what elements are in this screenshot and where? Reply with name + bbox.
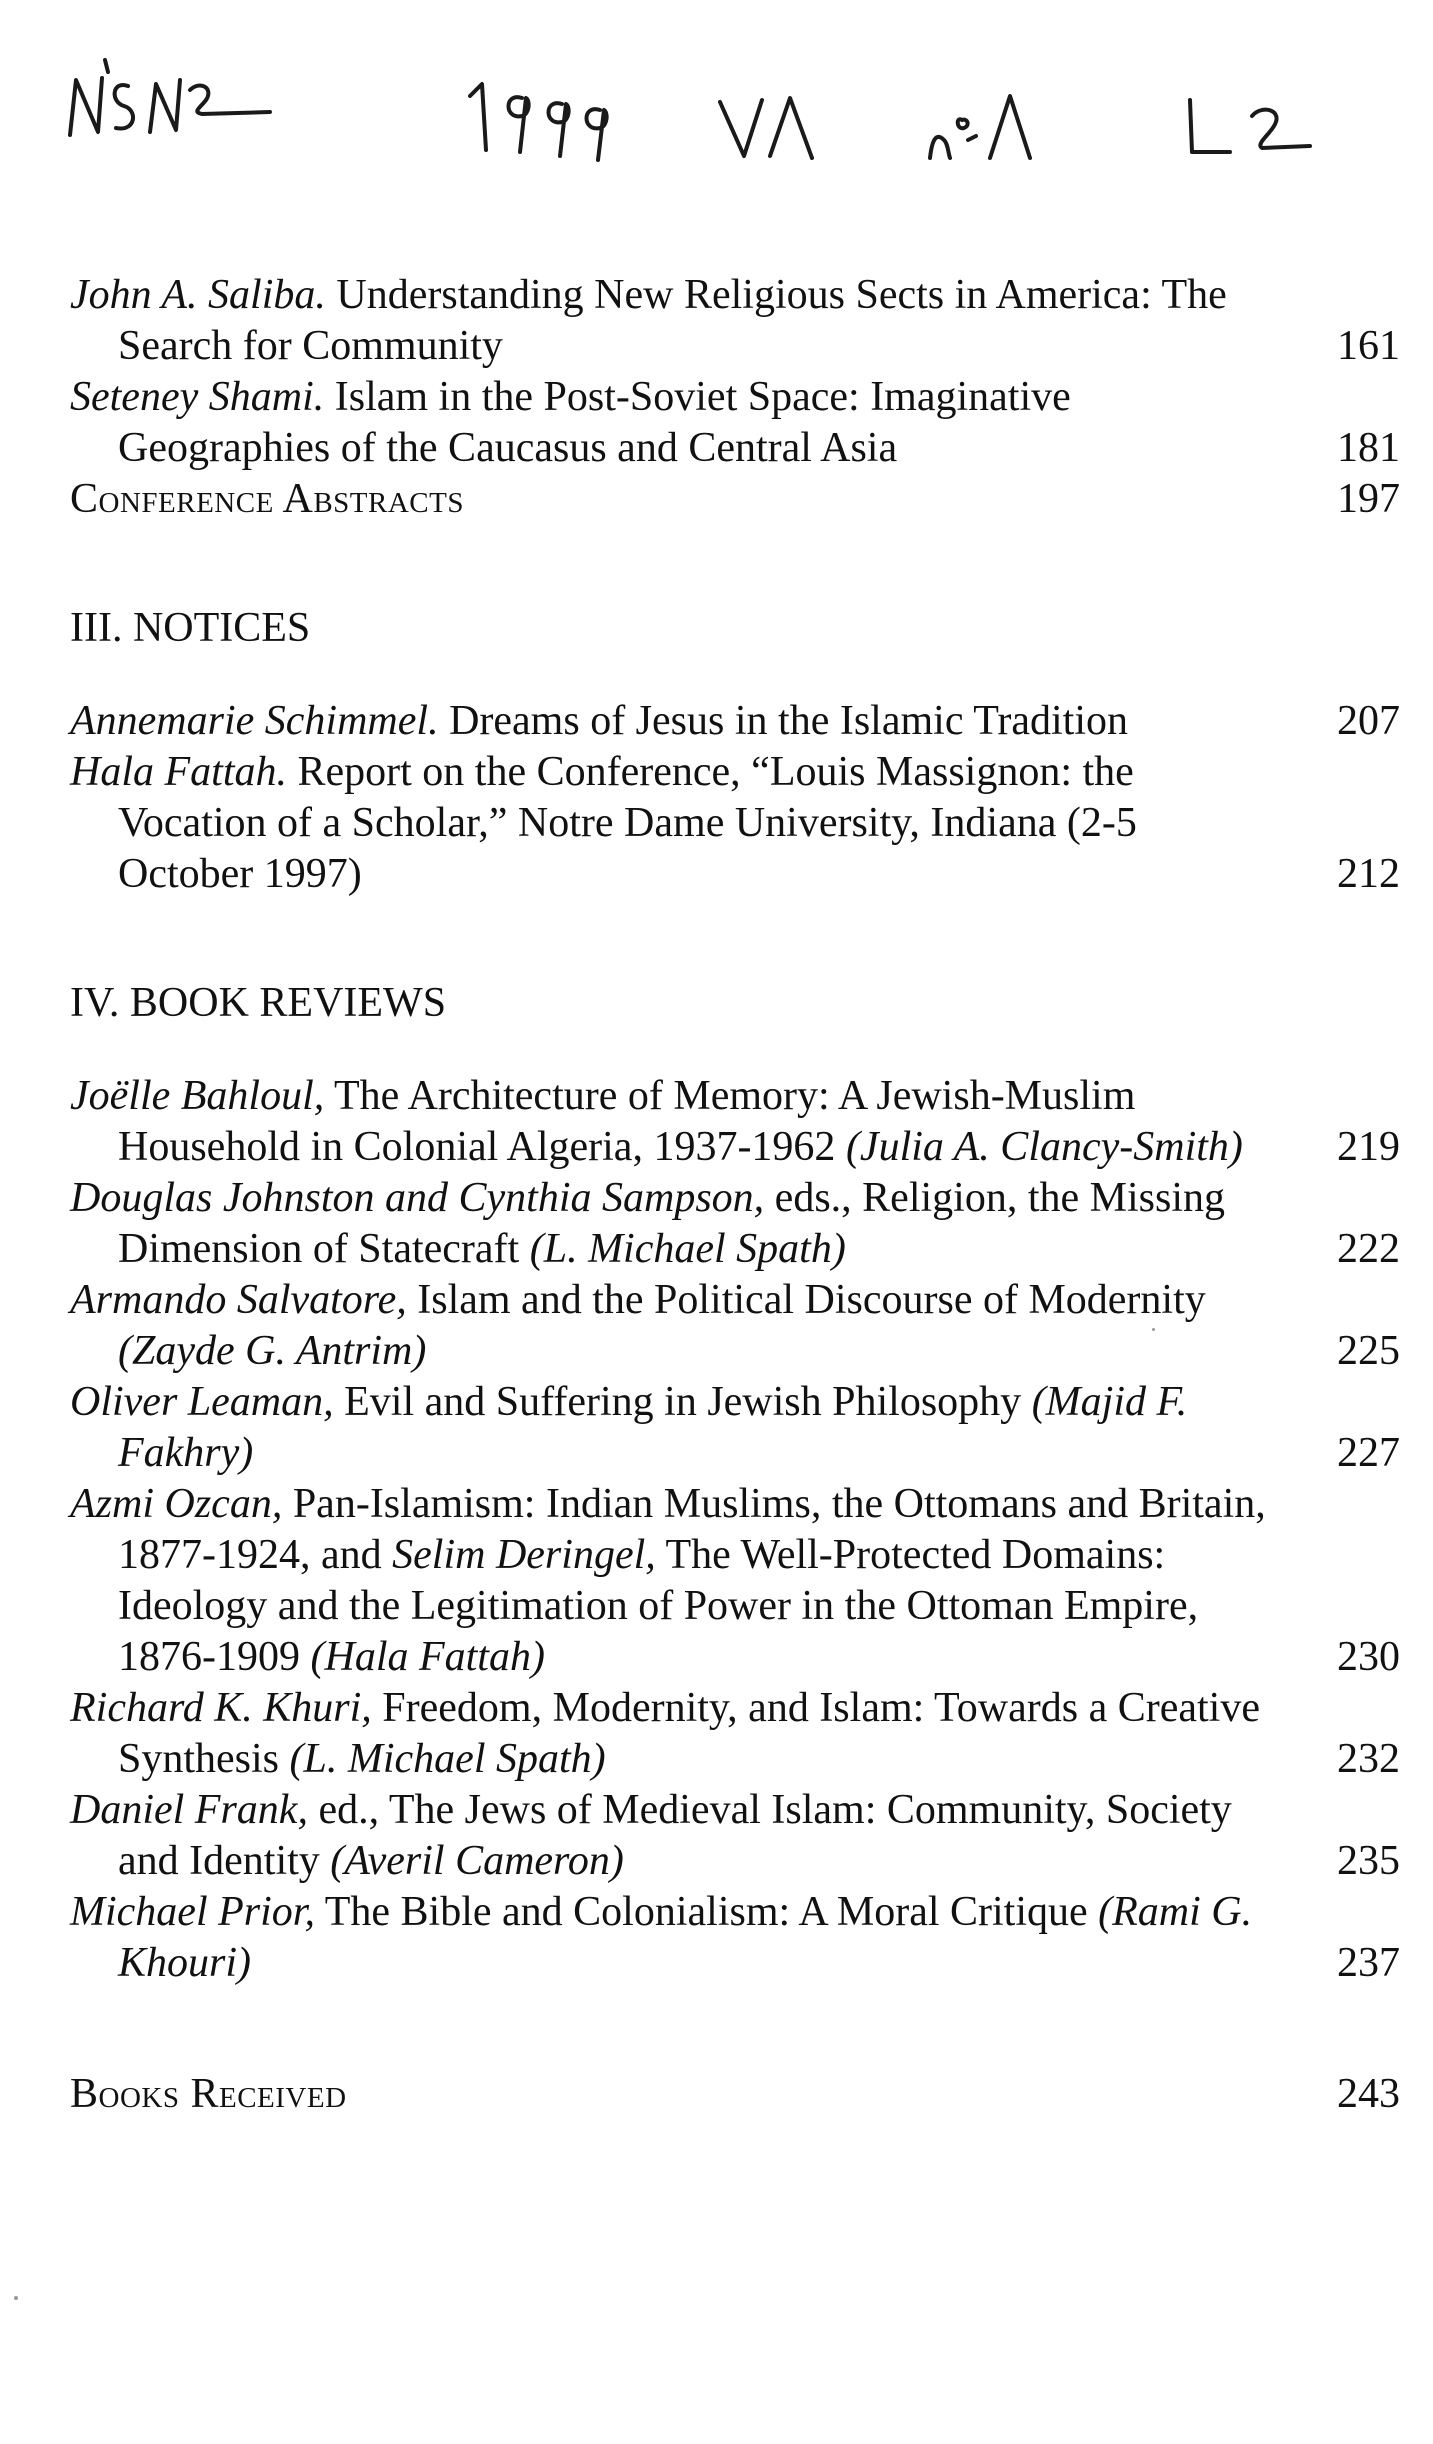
toc-entry <box>70 1683 1400 1785</box>
entry-page-number: 222 <box>1337 1226 1400 1272</box>
entry-page-number: 181 <box>1337 425 1400 471</box>
toc-entry <box>70 1887 1400 1989</box>
entry-author: Armando Salvatore, <box>70 1277 407 1323</box>
book-reviews-section <box>70 1071 1400 1989</box>
entry-reviewer: (Majid F. Fakhry) <box>118 1379 1188 1476</box>
toc-entry <box>70 1785 1400 1887</box>
entry-page-number: 230 <box>1337 1634 1400 1680</box>
toc-entry <box>70 1173 1400 1275</box>
entry-author: Oliver Leaman, <box>70 1379 334 1425</box>
entry-title: Understanding New Religious Sects in America: The Search for Community <box>118 272 1227 369</box>
section-heading-book-reviews: IV. BOOK REVIEWS <box>70 980 447 1026</box>
scan-speck <box>1152 1328 1155 1331</box>
entry-reviewer: (L. Michael Spath) <box>529 1226 846 1272</box>
entry-title: ed., The Jews of Medieval Islam: Community, Society and Identity <box>118 1787 1232 1884</box>
entry-author: Seteney Shami. <box>70 374 325 420</box>
entry-title: Evil and Suffering in Jewish Philosophy <box>344 1379 1022 1425</box>
entry-reviewer: (Hala Fattah) <box>310 1634 545 1680</box>
handwriting-drawing <box>0 40 1433 170</box>
entry-title: Islam in the Post-Soviet Space: Imaginative Geographies of the Caucasus and Central Asia <box>118 374 1071 471</box>
entry-title: Freedom, Modernity, and Islam: Towards a Creative Synthesis <box>118 1685 1260 1782</box>
entry-author: Hala Fattah. <box>70 749 287 795</box>
entry-page-number: 161 <box>1337 323 1400 369</box>
entry-author: John A. Saliba. <box>70 272 326 318</box>
entry-title: The Bible and Colonialism: A Moral Critique <box>324 1889 1088 1935</box>
entry-author: Annemarie Schimmel. <box>70 698 439 744</box>
toc-entry <box>70 1479 1400 1683</box>
toc-entry <box>70 372 1400 474</box>
entry-page-number: 197 <box>1337 476 1400 522</box>
toc-entry <box>70 696 1400 747</box>
entry-page-number: 232 <box>1337 1736 1400 1782</box>
conference-abstracts-label: Conference Abstracts <box>70 476 464 522</box>
toc-entry <box>70 270 1400 372</box>
entry-author: Joëlle Bahloul, <box>70 1073 325 1119</box>
entry-reviewer: (Averil Cameron) <box>330 1838 624 1884</box>
entry-page-number: 225 <box>1337 1328 1400 1374</box>
entry-second-author: Selim Deringel, <box>392 1532 656 1578</box>
entry-author: Azmi Ozcan, <box>70 1481 283 1527</box>
toc-entry-conference-abstracts <box>70 474 1400 525</box>
entry-title: The Architecture of Memory: A Jewish-Muslim Household in Colonial Algeria, 1937-1962 <box>118 1073 1136 1170</box>
toc-entry <box>70 747 1400 900</box>
entry-page-number: 207 <box>1337 698 1400 744</box>
toc-entry <box>70 1071 1400 1173</box>
entry-title: eds., Religion, the Missing Dimension of Statecraft <box>118 1175 1226 1272</box>
entry-second-title: The Well-Protected Domains: Ideology and the Legitimation of Power in the Ottoman Empire, 1876-1909 <box>118 1532 1199 1680</box>
section-heading-notices: III. NOTICES <box>70 605 311 651</box>
scan-speck <box>14 2296 18 2300</box>
entry-page-number: 237 <box>1337 1940 1400 1986</box>
entry-reviewer: (L. Michael Spath) <box>289 1736 606 1782</box>
table-of-contents <box>70 270 1400 2120</box>
entry-page-number: 212 <box>1337 851 1400 897</box>
entry-author: Michael Prior, <box>70 1889 315 1935</box>
entry-title: Dreams of Jesus in the Islamic Tradition <box>449 698 1129 744</box>
toc-entry <box>70 1377 1400 1479</box>
entry-reviewer: (Rami G. Khouri) <box>118 1889 1253 1986</box>
toc-entry-books-received <box>70 2069 1400 2120</box>
handwritten-shelfmark <box>0 40 1433 170</box>
entry-reviewer: (Zayde G. Antrim) <box>118 1328 427 1374</box>
entry-page-number: 227 <box>1337 1430 1400 1476</box>
notices-section <box>70 696 1400 900</box>
entry-page-number: 243 <box>1337 2071 1400 2117</box>
entry-page-number: 219 <box>1337 1124 1400 1170</box>
entry-title: Islam and the Political Discourse of Modernity <box>417 1277 1206 1323</box>
entry-author: Daniel Frank, <box>70 1787 308 1833</box>
toc-entry <box>70 1275 1400 1377</box>
entry-page-number: 235 <box>1337 1838 1400 1884</box>
entry-author: Richard K. Khuri, <box>70 1685 372 1731</box>
entry-title: Pan-Islamism: Indian Muslims, the Ottomans and Britain, 1877-1924, and <box>118 1481 1266 1578</box>
toc-top-section <box>70 270 1400 525</box>
entry-reviewer: (Julia A. Clancy-Smith) <box>845 1124 1243 1170</box>
books-received-label: Books Received <box>70 2071 347 2117</box>
entry-author: Douglas Johnston and Cynthia Sampson, <box>70 1175 765 1221</box>
entry-title: Report on the Conference, “Louis Massignon: the Vocation of a Scholar,” Notre Dame University, Indiana (2-5 October 1997) <box>118 749 1137 897</box>
